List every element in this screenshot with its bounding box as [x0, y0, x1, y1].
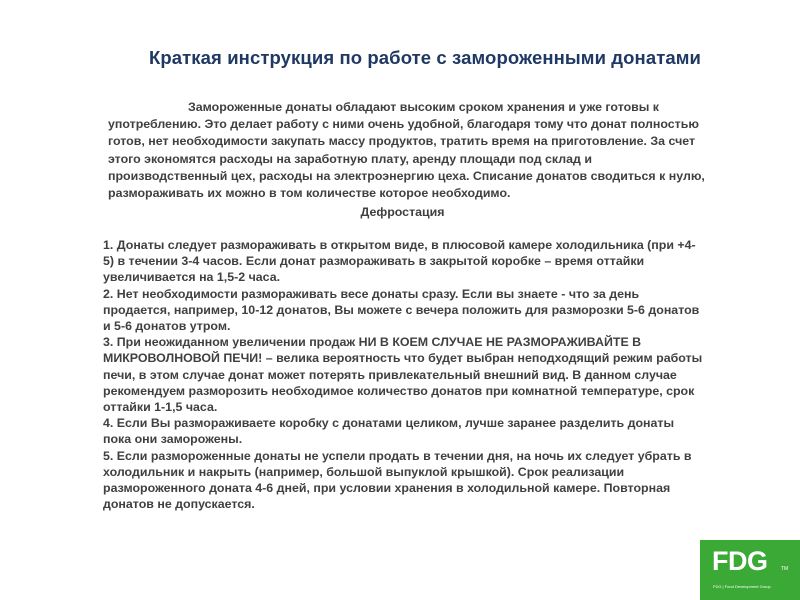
fdg-logo — [700, 540, 800, 600]
document-title: Краткая инструкция по работе с замороженными донатами — [148, 47, 702, 68]
instruction-item: 3. При неожиданном увеличении продаж НИ В КОЕМ СЛУЧАЕ НЕ РАЗМОРАЖИВАЙТЕ В МИКРОВОЛНОВОЙ ПЕЧИ! – велика вероятность что будет выбран неподходящий режим работы печи, в этом случае донат может потерять привлекательный внешний вид. В данном случае рекомендуем разморозить необходимое количество донатов при комнатной температуре, срок оттайки 1-1,5 часа. — [103, 335, 703, 415]
logo-tagline: FDG | Food Development Group — [713, 584, 771, 589]
section-title: Дефростация — [360, 205, 445, 219]
instruction-list — [103, 237, 703, 512]
instruction-item: 2. Нет необходимости размораживать весе донаты сразу. Если вы знаете - что за день продается, например, 10-12 донатов, Вы можете с вечера положить для разморозки 5-6 донатов и 5-6 донатов утром. — [103, 286, 700, 334]
instruction-item: 5. Если размороженные донаты не успели продать в течении дня, на ночь их следует убрать в холодильник и накрыть (например, большой выпуклой крышкой). Срок реализации размороженного доната 4-6 дней, при условии хранения в холодильной камере. Повторная донатов не допускается. — [103, 448, 692, 512]
instruction-item: 4. Если Вы размораживаете коробку с донатами целиком, лучше заранее разделить донаты пока они заморожены. — [103, 416, 675, 447]
instruction-item: 1. Донаты следует размораживать в открытом виде, в плюсовой камере холодильника (при +4-5) в течении 3-4 часов. Если донат размораживать в закрытой коробке – время оттайки увеличивается на 1,5-2 часа. — [103, 238, 696, 285]
logo-text: FDG — [712, 546, 768, 576]
intro-paragraph — [108, 99, 713, 202]
logo-trademark: TM — [781, 566, 789, 572]
intro-text: Замороженные донаты обладают высоким сроком хранения и уже готовы к употреблению. Это делает работу с ними очень удобной, благодаря тому что донат полностью готов, нет необходимости закупать массу продуктов, тратить время на приготовление. За счет этого экономятся расходы на заработную плату, аренду площади под склад и производственный цех, расходы на электроэнергию цеха. Списание донатов сводиться к нулю, размораживать их можно в том количестве которое необходимо. — [108, 100, 705, 201]
